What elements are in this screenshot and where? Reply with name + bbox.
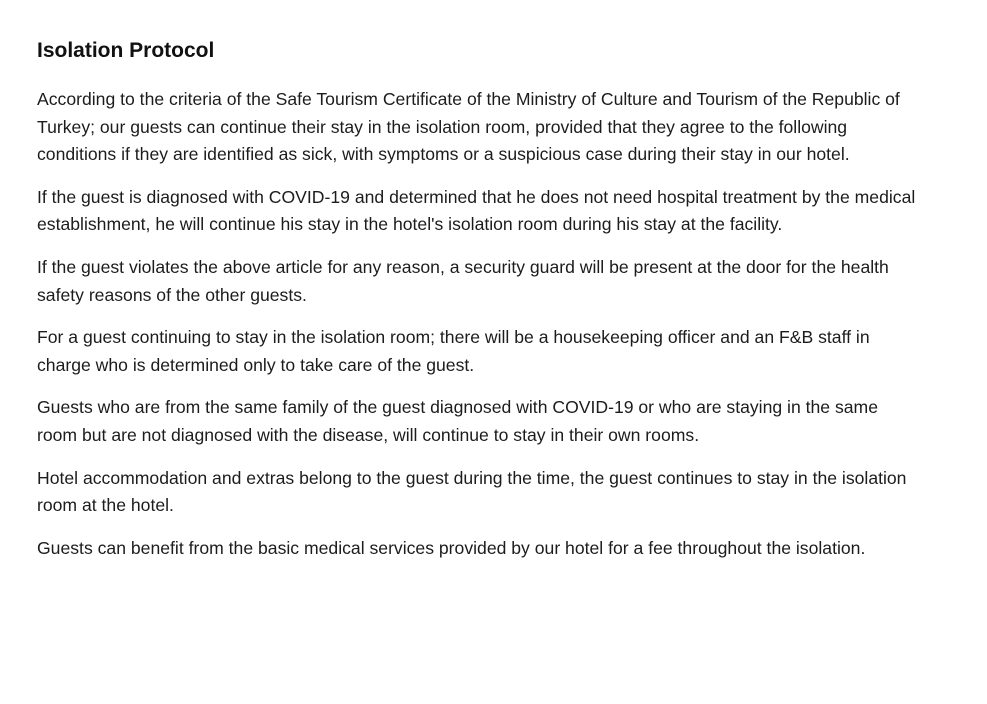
paragraph-accommodation-costs: Hotel accommodation and extras belong to the guest during the time, the guest continues to stay in the isolation room at the hotel. xyxy=(37,467,907,516)
paragraph-diagnosed-guest: If the guest is diagnosed with COVID-19 and determined that he does not need hospital treatment by the medical establishment, he will continue his stay in the hotel's isolation room during his stay at the facility. xyxy=(37,186,916,235)
paragraph-security-guard: If the guest violates the above article for any reason, a security guard will be present at the door for the health safety reasons of the other guests. xyxy=(37,256,889,305)
paragraph-dedicated-staff: For a guest continuing to stay in the isolation room; there will be a housekeeping officer and an F&B staff in charge who is determined only to take care of the guest. xyxy=(37,327,870,375)
paragraph-certificate-criteria: According to the criteria of the Safe Tourism Certificate of the Ministry of Culture and Tourism of the Republic of Turkey; our guests can continue their stay in the isolation room, provided that they agree to the following conditions if they are identified as sick, with symptoms or a suspicious case during their stay in our hotel. xyxy=(37,89,900,165)
paragraph-family-members: Guests who are from the same family of the guest diagnosed with COVID-19 or who are staying in the same room but are not diagnosed with the disease, will continue to stay in their own rooms. xyxy=(37,397,878,445)
document-title: Isolation Protocol xyxy=(37,39,215,62)
document-body xyxy=(37,36,917,577)
paragraph-medical-services: Guests can benefit from the basic medical services provided by our hotel for a fee throughout the isolation. xyxy=(37,537,866,558)
